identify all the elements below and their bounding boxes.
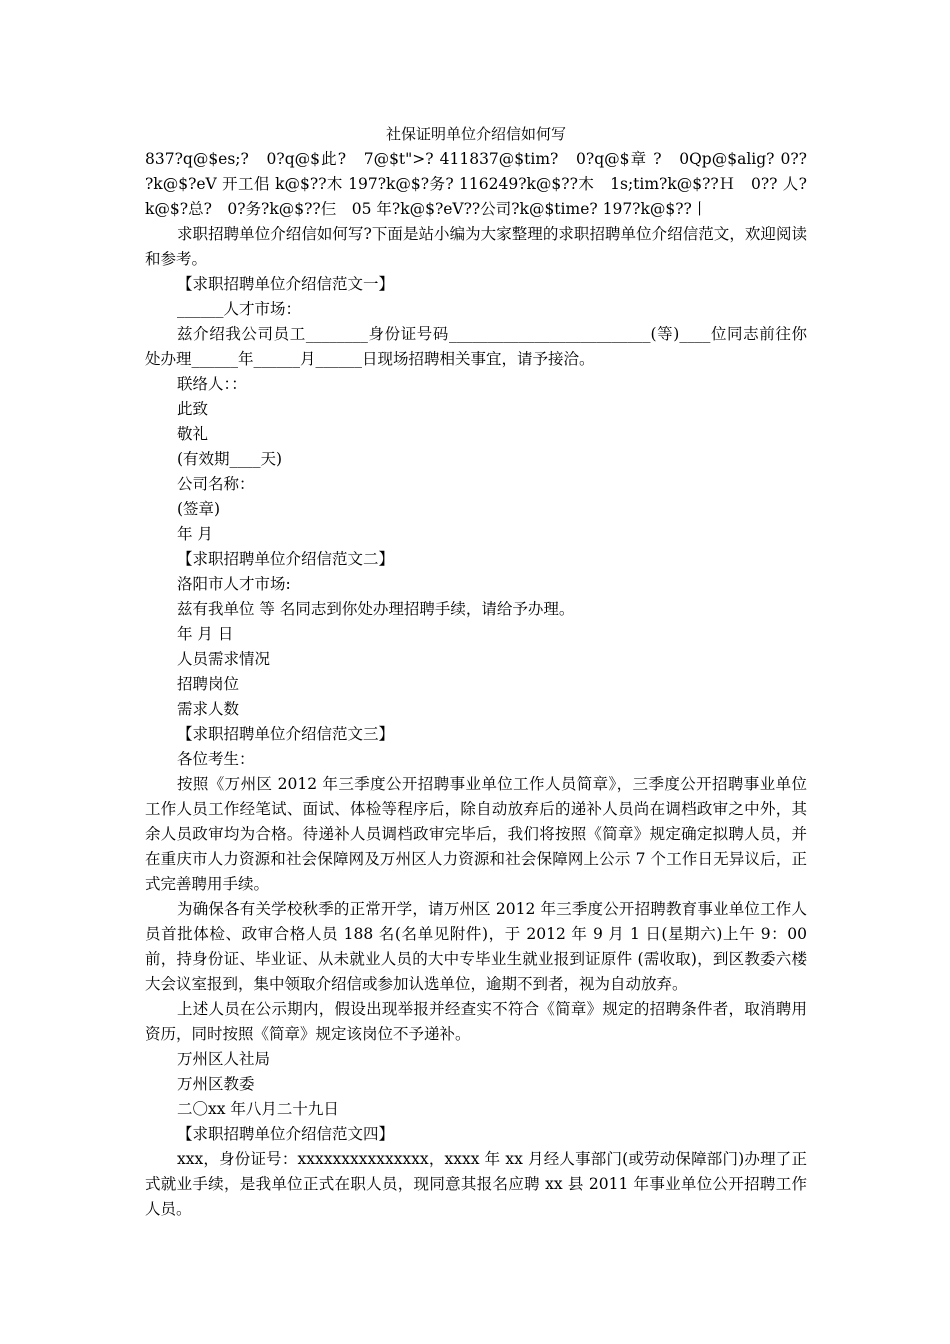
paragraph: 需求人数 (177, 700, 240, 718)
paragraph: 兹介绍我公司员工________身份证号码__________________________(等)____位同志前往你处办理______年______月______日现场招聘相关事宜，请予接洽。 (145, 325, 807, 368)
paragraph: 按照《万州区 2012 年三季度公开招聘事业单位工作人员简章》，三季度公开招聘事业单位工作人员工作经笔试、面试、体检等程序后，除自动放弃后的递补人员尚在调档政审之中外，其余人员政审均为合格。待递补人员调档政审完毕后，我们将按照《简章》规定确定拟聘人员，并在重庆市人力资源和社会保障网及万州区人力资源和社会保障网上公示 7 个工作日无异议后，正式完善聘用手续。 (145, 775, 807, 893)
paragraph: 【求职招聘单位介绍信范文四】 (177, 1125, 395, 1143)
paragraph: 招聘岗位 (177, 675, 240, 693)
paragraph: 兹有我单位 等 名同志到你处办理招聘手续，请给予办理。 (177, 600, 575, 618)
paragraph: 联络人：： (177, 375, 247, 393)
paragraph: 年 月 日 (177, 625, 234, 643)
paragraph: 二〇xx 年八月二十九日 (177, 1100, 339, 1118)
paragraph: 公司名称： (177, 475, 255, 493)
paragraph: 人员需求情况 (177, 650, 271, 668)
paragraph: xxx，身份证号：xxxxxxxxxxxxxxx，xxxx 年 xx 月经人事部门(或劳动保障部门)办理了正式就业手续，是我单位正式在职人员，现同意其报名应聘 xx 县 2011 年事业单位公开招聘工作人员。 (145, 1150, 807, 1218)
paragraph: (有效期____天) (177, 450, 283, 468)
paragraph: 【求职招聘单位介绍信范文二】 (177, 550, 395, 568)
document-title: 社保证明单位介绍信如何写 (385, 125, 566, 143)
paragraph: 【求职招聘单位介绍信范文一】 (177, 275, 395, 293)
paragraph: 年 月 (177, 525, 213, 543)
paragraph: 【求职招聘单位介绍信范文三】 (177, 725, 395, 743)
paragraph: 求职招聘单位介绍信如何写?下面是站小编为大家整理的求职招聘单位介绍信范文，欢迎阅读和参考。 (145, 225, 807, 268)
paragraph: 万州区教委 (177, 1075, 255, 1093)
paragraph: 此致 (177, 400, 209, 418)
paragraph: 敬礼 (177, 425, 209, 443)
paragraph: 万州区人社局 (177, 1050, 271, 1068)
document-body (145, 222, 807, 1222)
paragraph: 洛阳市人才市场: (177, 575, 291, 593)
paragraph: ______人才市场： (177, 300, 302, 318)
document-page (145, 122, 823, 1222)
garbled-text: 837?q@$es;? 0?q@$此? 7@$t">? 411837@$tim? 0?q@$章 ? 0Qp@$alig? 0?? ?k@$?eV 开工佀 k@$??木 197?k@$?务? 116249?k@$??木 1s;tim?k@$??Ｈ 0?? 人?k@$?总? 0?务?k@$??仨 05 年?k@$?eV??公司?k@$time? 197?k@$??丨 (145, 150, 823, 218)
paragraph: 为确保各有关学校秋季的正常开学，请万州区 2012 年三季度公开招聘教育事业单位工作人员首批体检、政审合格人员 188 名(名单见附件)，于 2012 年 9 月 1 日(星期六)上午 9：00 前，持身份证、毕业证、从未就业人员的大中专毕业生就业报到证原件 (需收取)，到区教委六楼大会议室报到，集中领取介绍信或参加认选单位，逾期不到者，视为自动放弃。 (145, 900, 807, 993)
paragraph: 上述人员在公示期内，假设出现举报并经查实不符合《简章》规定的招聘条件者，取消聘用资历，同时按照《简章》规定该岗位不予递补。 (145, 1000, 807, 1043)
paragraph: (签章) (177, 500, 221, 518)
paragraph: 各位考生： (177, 750, 255, 768)
